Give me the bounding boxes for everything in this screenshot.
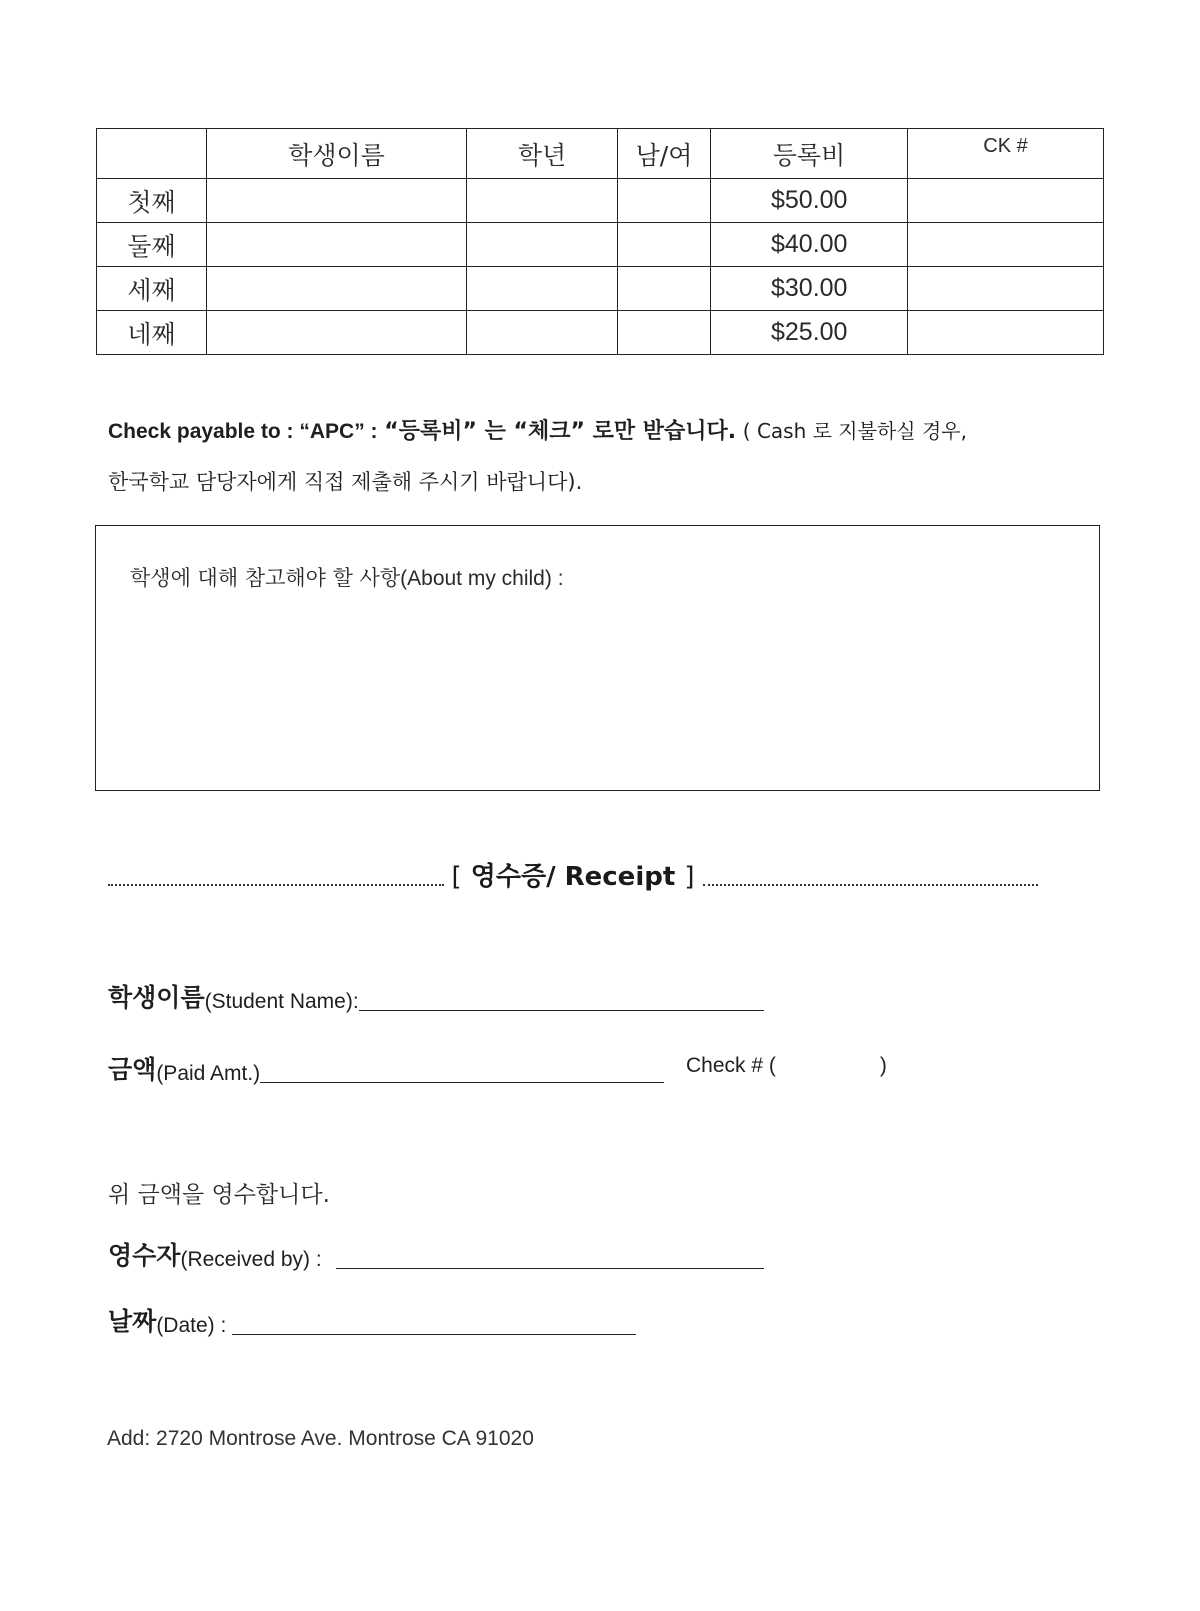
payable-to-label: Check payable to : “APC” : xyxy=(108,420,378,443)
date-label-kr: 날짜 xyxy=(108,1307,157,1336)
table-row xyxy=(97,179,1104,223)
gender-cell[interactable] xyxy=(618,311,711,355)
check-number-close: ) xyxy=(879,1054,887,1077)
gender-cell[interactable] xyxy=(618,223,711,267)
receipt-title xyxy=(444,856,703,893)
table-row xyxy=(97,311,1104,355)
received-by-input-line[interactable] xyxy=(336,1244,764,1269)
grade-cell[interactable] xyxy=(467,179,618,223)
student-name-cell[interactable] xyxy=(207,267,467,311)
row-order: 첫째 xyxy=(97,179,207,223)
check-only-notice: “등록비” 는 “체크” 로만 받습니다. xyxy=(384,419,737,444)
date-field xyxy=(108,1302,636,1338)
student-name-cell[interactable] xyxy=(207,179,467,223)
paid-amount-field xyxy=(108,1050,664,1086)
student-name-field xyxy=(108,978,764,1014)
fee-cell: $40.00 xyxy=(711,223,908,267)
fee-cell: $50.00 xyxy=(711,179,908,223)
student-name-label-kr: 학생이름 xyxy=(108,983,205,1012)
bracket-close: ] xyxy=(684,862,695,892)
row-order: 네째 xyxy=(97,311,207,355)
child-notes-label-en: (About my child) : xyxy=(400,567,564,590)
header-check-number: CK # xyxy=(908,129,1104,179)
grade-cell[interactable] xyxy=(467,267,618,311)
grade-cell[interactable] xyxy=(467,311,618,355)
header-gender: 남/여 xyxy=(618,129,711,179)
grade-cell[interactable] xyxy=(467,223,618,267)
fee-cell: $30.00 xyxy=(711,267,908,311)
bracket-open: [ xyxy=(451,862,462,892)
receipt-acknowledgement: 위 금액을 영수합니다. xyxy=(108,1182,330,1208)
row-order: 둘째 xyxy=(97,223,207,267)
check-number-cell[interactable] xyxy=(908,267,1104,311)
table-header-row xyxy=(97,129,1104,179)
student-name-input-line[interactable] xyxy=(359,986,764,1011)
header-blank xyxy=(97,129,207,179)
dotted-line-left xyxy=(108,864,444,886)
date-input-line[interactable] xyxy=(232,1310,636,1335)
cash-note-continued: 한국학교 담당자에게 직접 제출해 주시기 바랍니다). xyxy=(108,470,583,494)
paid-amount-label-kr: 금액 xyxy=(108,1055,157,1084)
receipt-divider xyxy=(108,856,1038,893)
address: Add: 2720 Montrose Ave. Montrose CA 91020 xyxy=(107,1427,534,1450)
received-by-label-en: (Received by) : xyxy=(180,1248,322,1271)
gender-cell[interactable] xyxy=(618,267,711,311)
child-notes-label-kr: 학생에 대해 참고해야 할 사항 xyxy=(130,566,401,590)
paid-amount-input-line[interactable] xyxy=(260,1058,664,1083)
fee-cell: $25.00 xyxy=(711,311,908,355)
student-name-label-en: (Student Name): xyxy=(204,990,359,1013)
gender-cell[interactable] xyxy=(618,179,711,223)
cash-note: ( Cash 로 지불하실 경우, xyxy=(742,419,967,443)
row-order: 세째 xyxy=(97,267,207,311)
check-number-cell[interactable] xyxy=(908,223,1104,267)
table-row xyxy=(97,267,1104,311)
table-row xyxy=(97,223,1104,267)
check-number-cell[interactable] xyxy=(908,179,1104,223)
child-notes-box[interactable] xyxy=(95,525,1100,791)
check-number-field xyxy=(686,1054,887,1078)
registration-table xyxy=(96,128,1104,355)
check-number-cell[interactable] xyxy=(908,311,1104,355)
student-name-cell[interactable] xyxy=(207,311,467,355)
payment-instruction xyxy=(108,414,967,445)
header-fee: 등록비 xyxy=(711,129,908,179)
received-by-field xyxy=(108,1236,764,1272)
check-number-label: Check # ( xyxy=(686,1054,776,1077)
paid-amount-label-en: (Paid Amt.) xyxy=(156,1062,261,1085)
header-student-name: 학생이름 xyxy=(207,129,467,179)
child-notes-label xyxy=(130,562,564,592)
date-label-en: (Date) : xyxy=(156,1314,227,1337)
dotted-line-right xyxy=(703,864,1039,886)
receipt-title-text: 영수증/ Receipt xyxy=(470,862,676,892)
student-name-cell[interactable] xyxy=(207,223,467,267)
received-by-label-kr: 영수자 xyxy=(108,1241,181,1270)
header-grade: 학년 xyxy=(467,129,618,179)
